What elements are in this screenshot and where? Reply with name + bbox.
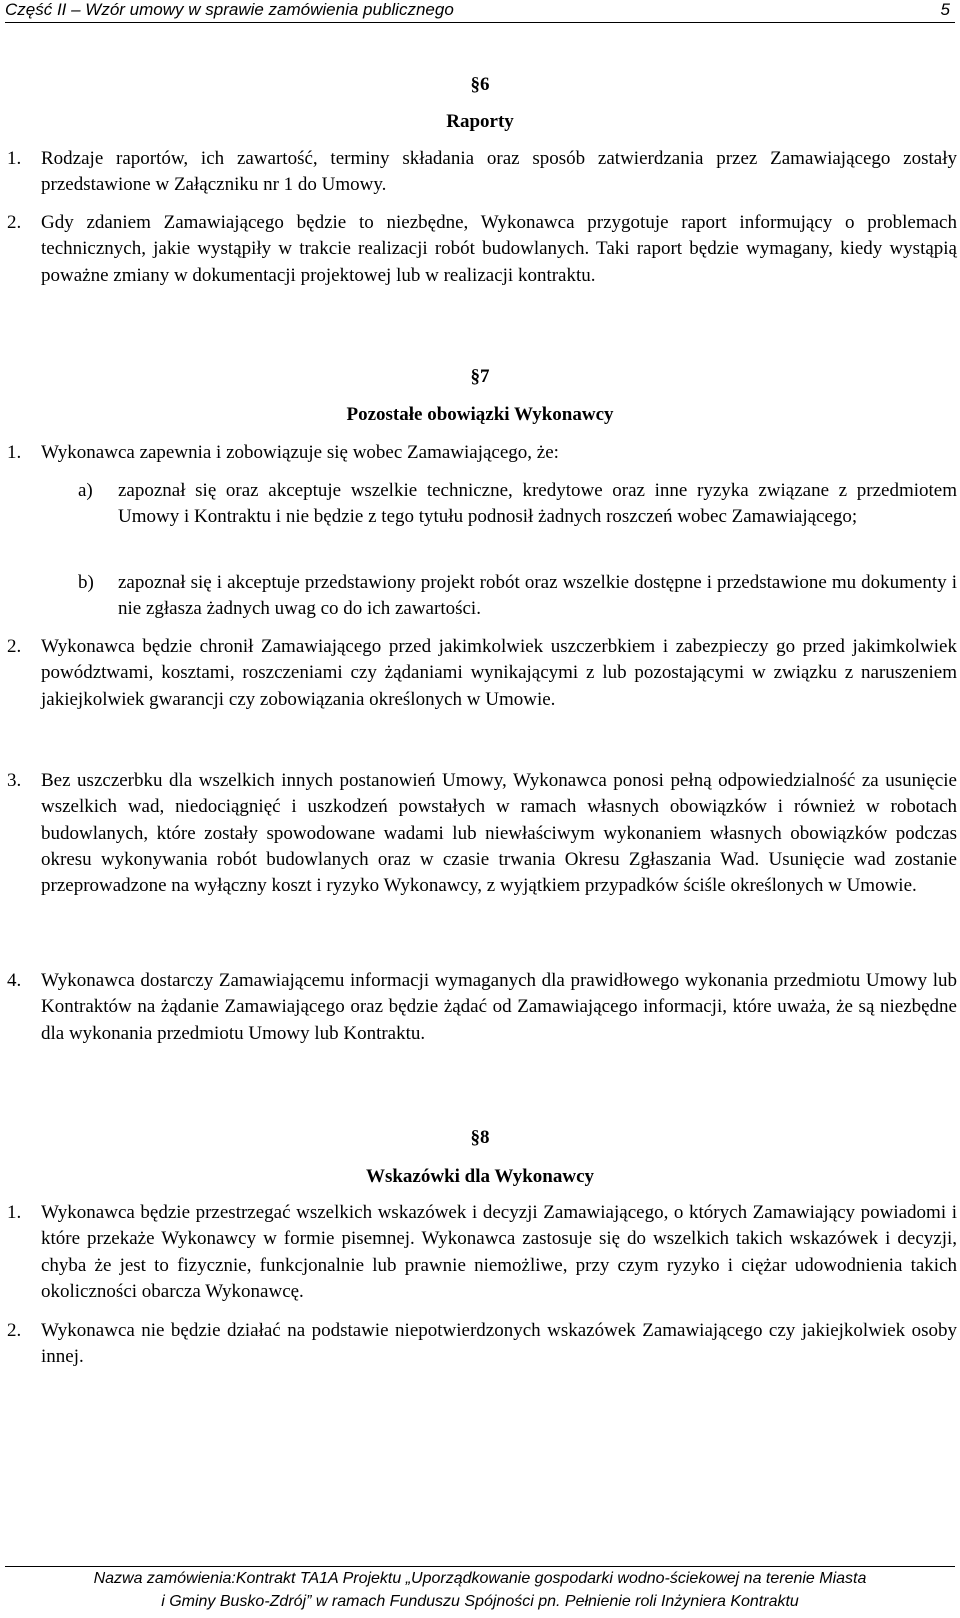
item-text: Wykonawca dostarczy Zamawiającemu informacji wymaganych dla prawidłowego wykonania przedmiotu Umowy lub Kontraktów na żądanie Zamawiającego oraz będzie żądać od Zamawiającego informacji, które uważa, że są niezbędne dla wykonania przedmiotu Umowy lub Kontraktu. [41,970,957,1044]
footer-line-1: Nazwa zamówienia:Kontrakt TA1A Projektu „Uporządkowanie gospodarki wodno-ściekowej na terenie Miasta [93,1570,867,1587]
section-number: §8 [470,1127,490,1148]
item-number: 1. [7,442,22,463]
page-header [5,0,955,23]
item-text: Rodzaje raportów, ich zawartość, terminy składania oraz sposób zatwierdzania przez Zamawiającego zostały przedstawione w Załączniku nr 1 do Umowy. [41,148,957,196]
item-number: 4. [7,970,22,991]
item-number: 1. [7,148,22,169]
sub-item-letter: a) [78,480,93,501]
sub-item-text: zapoznał się oraz akceptuje wszelkie techniczne, kredytowe oraz inne ryzyka związane z przedmiotem Umowy i Kontraktu i nie będzie z tego tytułu podnosił żadnych roszczeń wobec Zamawiającego; [118,480,957,528]
sub-item-text: zapoznał się i akceptuje przedstawiony projekt robót oraz wszelkie dostępne i przedstawione mu dokumenty i nie zgłasza żadnych uwag co do ich zawartości. [118,572,957,620]
sub-item-letter: b) [78,572,94,593]
item-text: Bez uszczerbku dla wszelkich innych postanowień Umowy, Wykonawca ponosi pełną odpowiedzialność za usunięcie wszelkich wad, niedociągnięć i uszkodzeń powstałych w ramach własnych obowiązków i również w robotach budowlanych, które zostały spowodowane wadami lub niewłaściwym wykonaniem własnych obowiązków podczas okresu wykonywania robót budowlanych oraz w czasie trwania Okresu Zgłaszania Wad. Usunięcie wad zostanie przeprowadzone na wyłączny koszt i ryzyko Wykonawcy, z wyjątkiem przypadków ściśle określonych w Umowie. [41,770,957,897]
section-title: Raporty [446,111,514,132]
section-number: §7 [470,366,490,387]
item-number: 2. [7,1320,22,1341]
section-title: Wskazówki dla Wykonawcy [365,1166,595,1187]
item-text: Gdy zdaniem Zamawiającego będzie to niezbędne, Wykonawca przygotuje raport informujący o problemach technicznych, jakie wystąpiły w trakcie realizacji robót budowlanych. Taki raport będzie wymagany, kiedy wystąpią poważne zmiany w dokumentacji projektowej lub w realizacji kontraktu. [41,212,957,286]
item-text: Wykonawca będzie przestrzegać wszelkich wskazówek i decyzji Zamawiającego, o których Zamawiający powiadomi i które przekaże Wykonawcy w formie pisemnej. Wykonawca zastosuje się do wszelkich takich wskazówek i decyzji, chyba że jest to fizycznie, funkcjonalnie lub prawnie niemożliwe, przy czym ryzyko i ciężar udowodnienia takich okoliczności obarcza Wykonawcę. [41,1202,957,1302]
footer-line-2: i Gminy Busko-Zdrój” w ramach Funduszu Spójności pn. Pełnienie roli Inżyniera Kontraktu [161,1593,799,1610]
item-number: 2. [7,636,22,657]
item-number: 2. [7,212,22,233]
item-text: Wykonawca nie będzie działać na podstawie niepotwierdzonych wskazówek Zamawiającego czy jakiejkolwiek osoby innej. [41,1320,957,1368]
item-text: Wykonawca zapewnia i zobowiązuje się wobec Zamawiającego, że: [41,442,559,463]
page-number: 5 [940,0,950,19]
item-number: 1. [7,1202,22,1223]
item-number: 3. [7,770,22,791]
section-title: Pozostałe obowiązki Wykonawcy [346,404,614,425]
item-text: Wykonawca będzie chronił Zamawiającego przed jakimkolwiek uszczerbkiem i zabezpieczy go przed jakimkolwiek powództwami, kosztami, roszczeniami czy żądaniami wynikającymi z lub pozostającymi w związku z naruszeniem jakiejkolwiek gwarancji czy zobowiązania określonych w Umowie. [41,636,957,710]
header-title: Część II – Wzór umowy w sprawie zamówienia publicznego [5,0,454,19]
section-number: §6 [470,74,490,95]
page-footer [5,1566,955,1618]
